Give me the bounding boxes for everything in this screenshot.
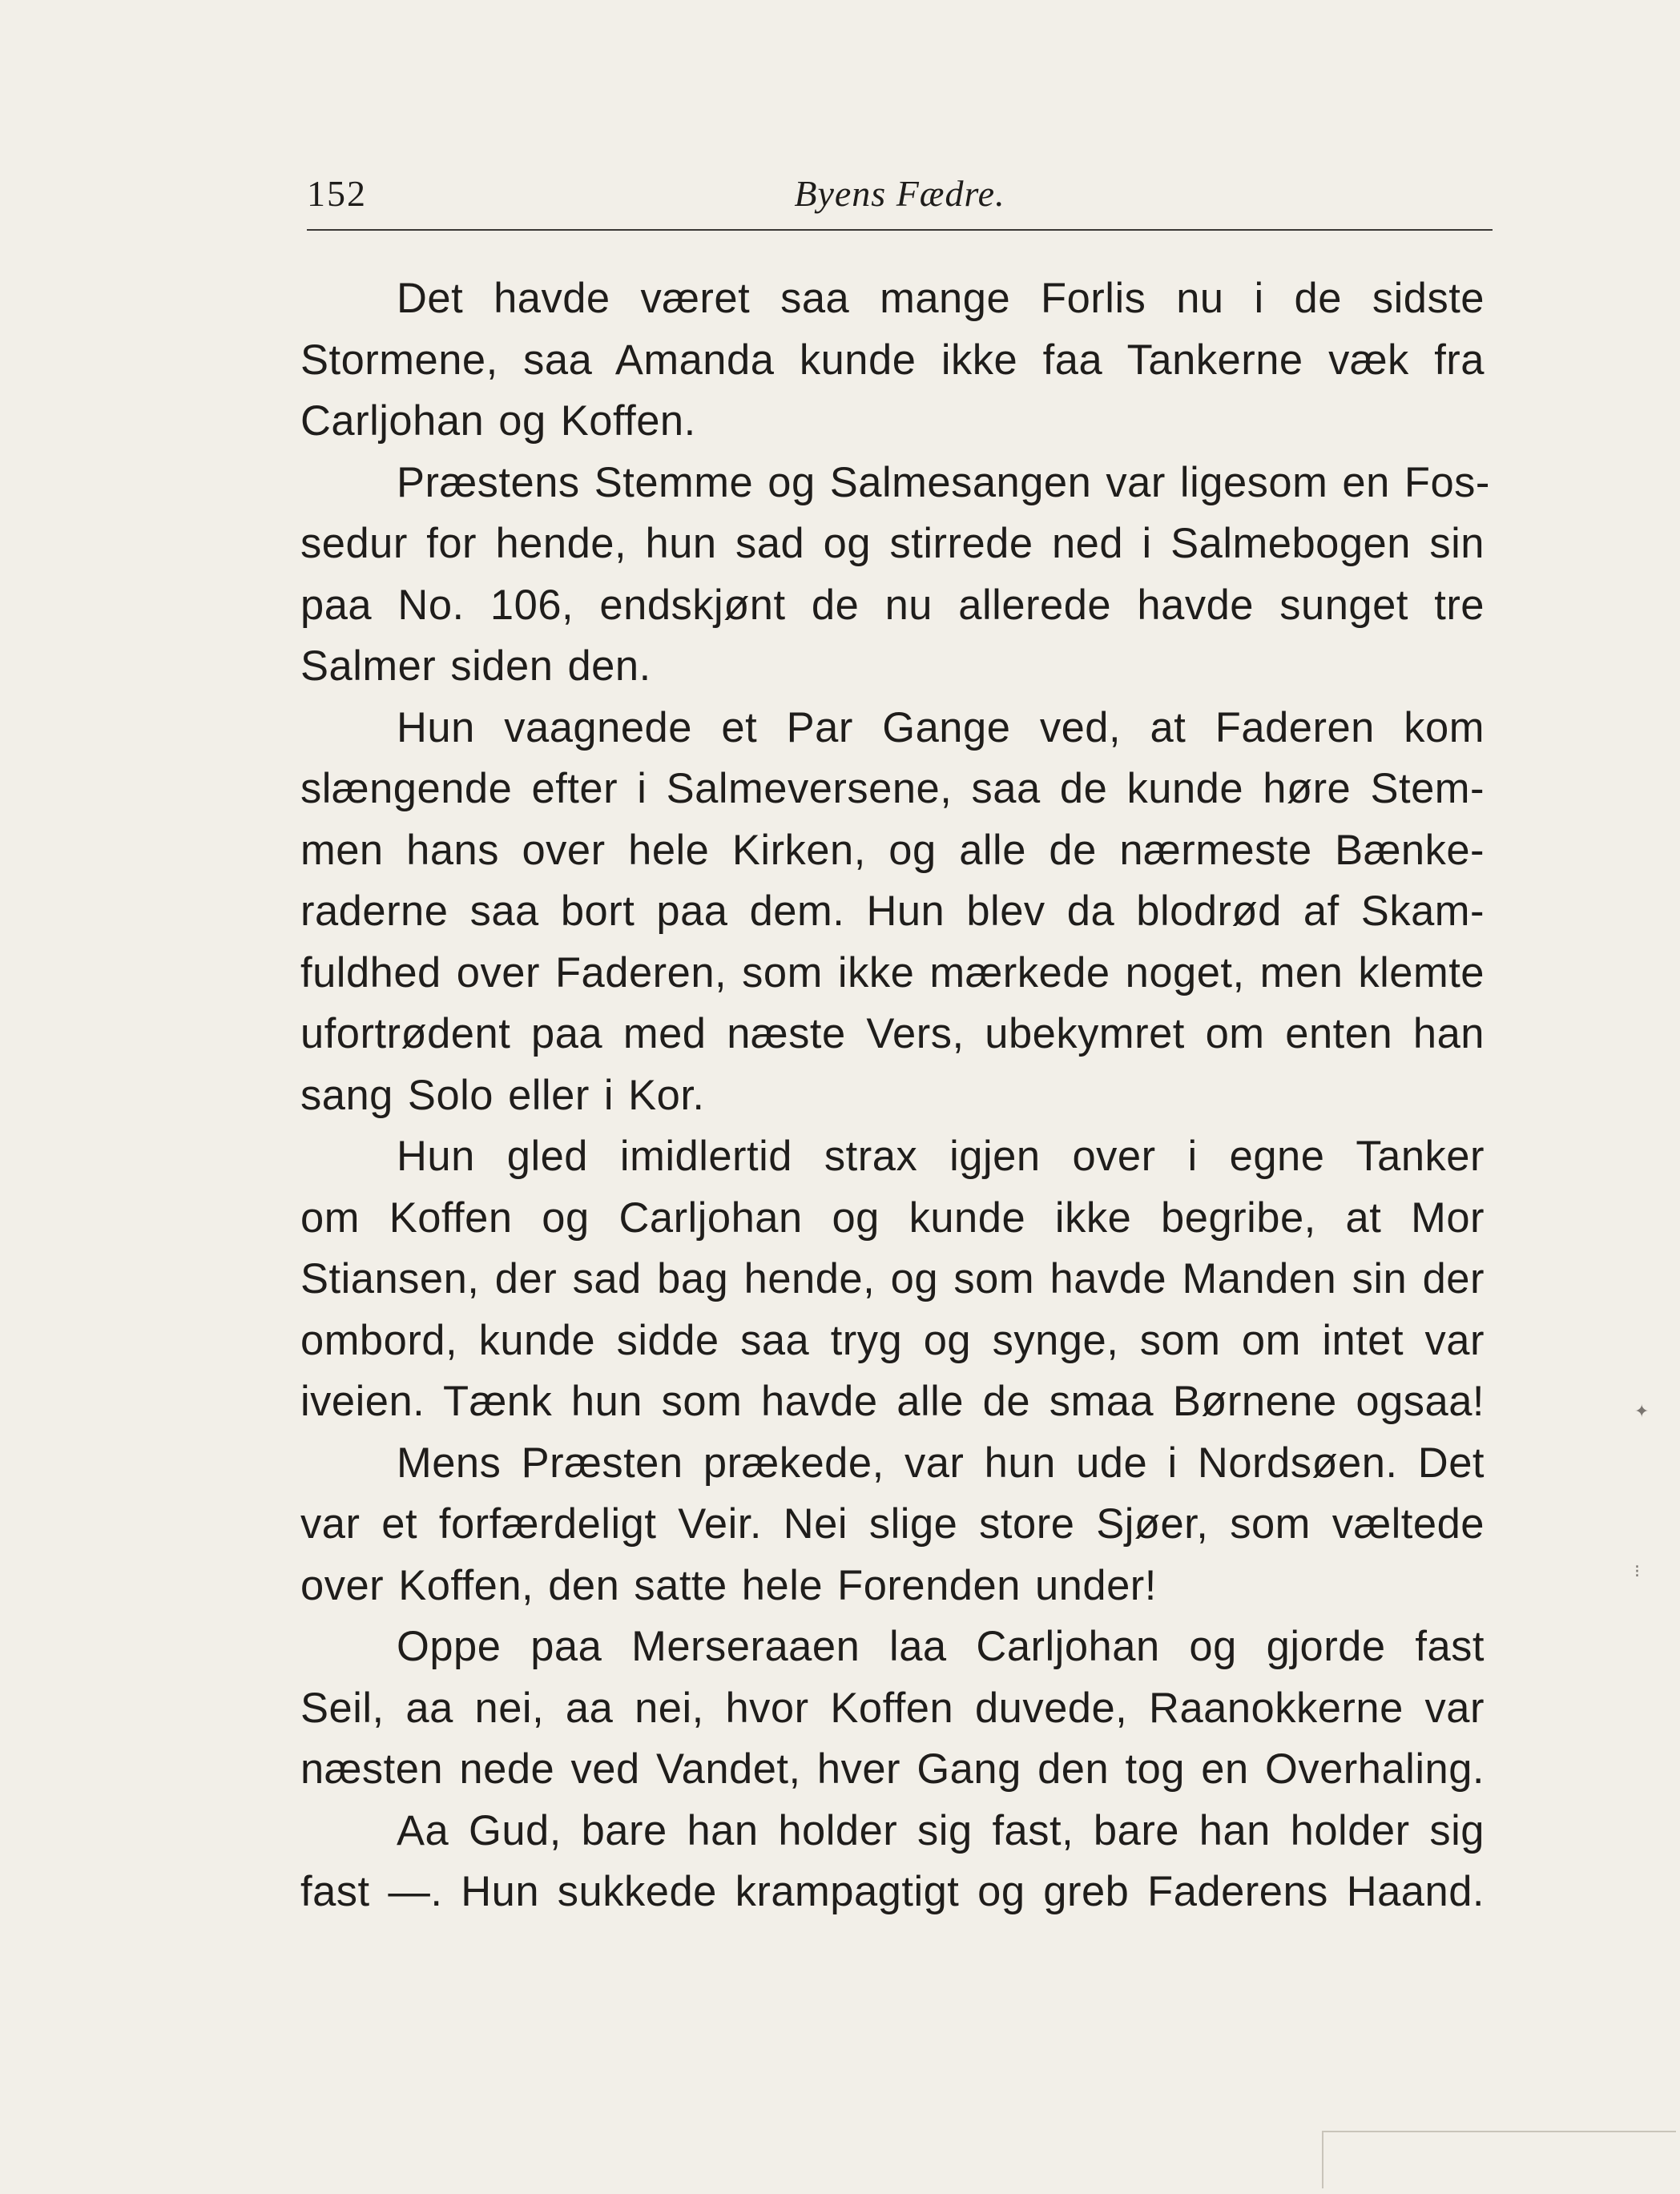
text-line: paa No. 106, endskjønt de nu allerede havde sunget tre	[300, 581, 1485, 629]
text-line: Det havde været saa mange Forlis nu i de sidste	[397, 275, 1485, 322]
text-line: Oppe paa Merseraaen laa Carljohan og gjorde fast	[397, 1623, 1485, 1670]
text-line: Salmer siden den.	[300, 642, 651, 690]
text-line: ufortrødent paa med næste Vers, ubekymret om enten han	[300, 1010, 1485, 1057]
paragraph	[300, 698, 1485, 1127]
text-line: var et forfærdeligt Veir. Nei slige store Sjøer, som væltede	[300, 1500, 1485, 1548]
text-line: Carljohan og Koffen.	[300, 397, 696, 445]
page-number: 152	[307, 173, 367, 214]
paragraph	[300, 1433, 1485, 1617]
text-line: iveien. Tænk hun som havde alle de smaa Børnene ogsaa!	[300, 1378, 1485, 1425]
text-line: sang Solo eller i Kor.	[300, 1071, 705, 1119]
text-line: Stormene, saa Amanda kunde ikke faa Tankerne væk fra	[300, 336, 1485, 384]
paragraph	[300, 1801, 1485, 1923]
paragraph	[300, 453, 1490, 698]
text-line: fast —. Hun sukkede krampagtigt og greb Faderens Haand.	[300, 1868, 1485, 1915]
margin-speck-icon: ⁝	[1634, 1562, 1640, 1582]
text-line: slængende efter i Salmeversene, saa de kunde høre Stem-	[300, 765, 1485, 812]
page-corner-edge	[1322, 2131, 1676, 2188]
text-line: Hun gled imidlertid strax igjen over i egne Tanker	[397, 1133, 1485, 1180]
text-line: Hun vaagnede et Par Gange ved, at Faderen kom	[397, 703, 1485, 751]
page-header	[307, 170, 1493, 226]
text-line: Mens Præsten prækede, var hun ude i Nordsøen. Det	[397, 1439, 1485, 1487]
text-line: Aa Gud, bare han holder sig fast, bare han holder sig	[397, 1806, 1485, 1854]
text-line: Seil, aa nei, aa nei, hvor Koffen duvede, Raanokkerne var	[300, 1684, 1485, 1732]
text-line: Stiansen, der sad bag hende, og som havde Manden sin der	[300, 1255, 1485, 1302]
text-line: fuldhed over Faderen, som ikke mærkede noget, men klemte	[300, 948, 1485, 996]
text-line: ombord, kunde sidde saa tryg og synge, som om intet var	[300, 1316, 1485, 1364]
header-rule	[307, 229, 1493, 231]
text-line: sedur for hende, hun sad og stirrede ned i Salmebogen sin	[300, 520, 1485, 567]
paragraph	[300, 268, 1485, 453]
paragraph	[300, 1126, 1485, 1433]
body-text	[300, 268, 1490, 1923]
text-line: raderne saa bort paa dem. Hun blev da blodrød af Skam-	[300, 888, 1485, 935]
paragraph	[300, 1616, 1485, 1801]
running-title: Byens Fædre.	[794, 173, 1005, 214]
text-line: over Koffen, den satte hele Forenden under!	[300, 1561, 1157, 1609]
text-line: næsten nede ved Vandet, hver Gang den tog en Overhaling.	[300, 1745, 1485, 1793]
text-line: men hans over hele Kirken, og alle de nærmeste Bænke-	[300, 826, 1485, 874]
margin-speck-icon: ✦	[1634, 1402, 1650, 1422]
text-line: Præstens Stemme og Salmesangen var ligesom en Fos-	[397, 458, 1490, 506]
text-line: om Koffen og Carljohan og kunde ikke begribe, at Mor	[300, 1194, 1485, 1242]
